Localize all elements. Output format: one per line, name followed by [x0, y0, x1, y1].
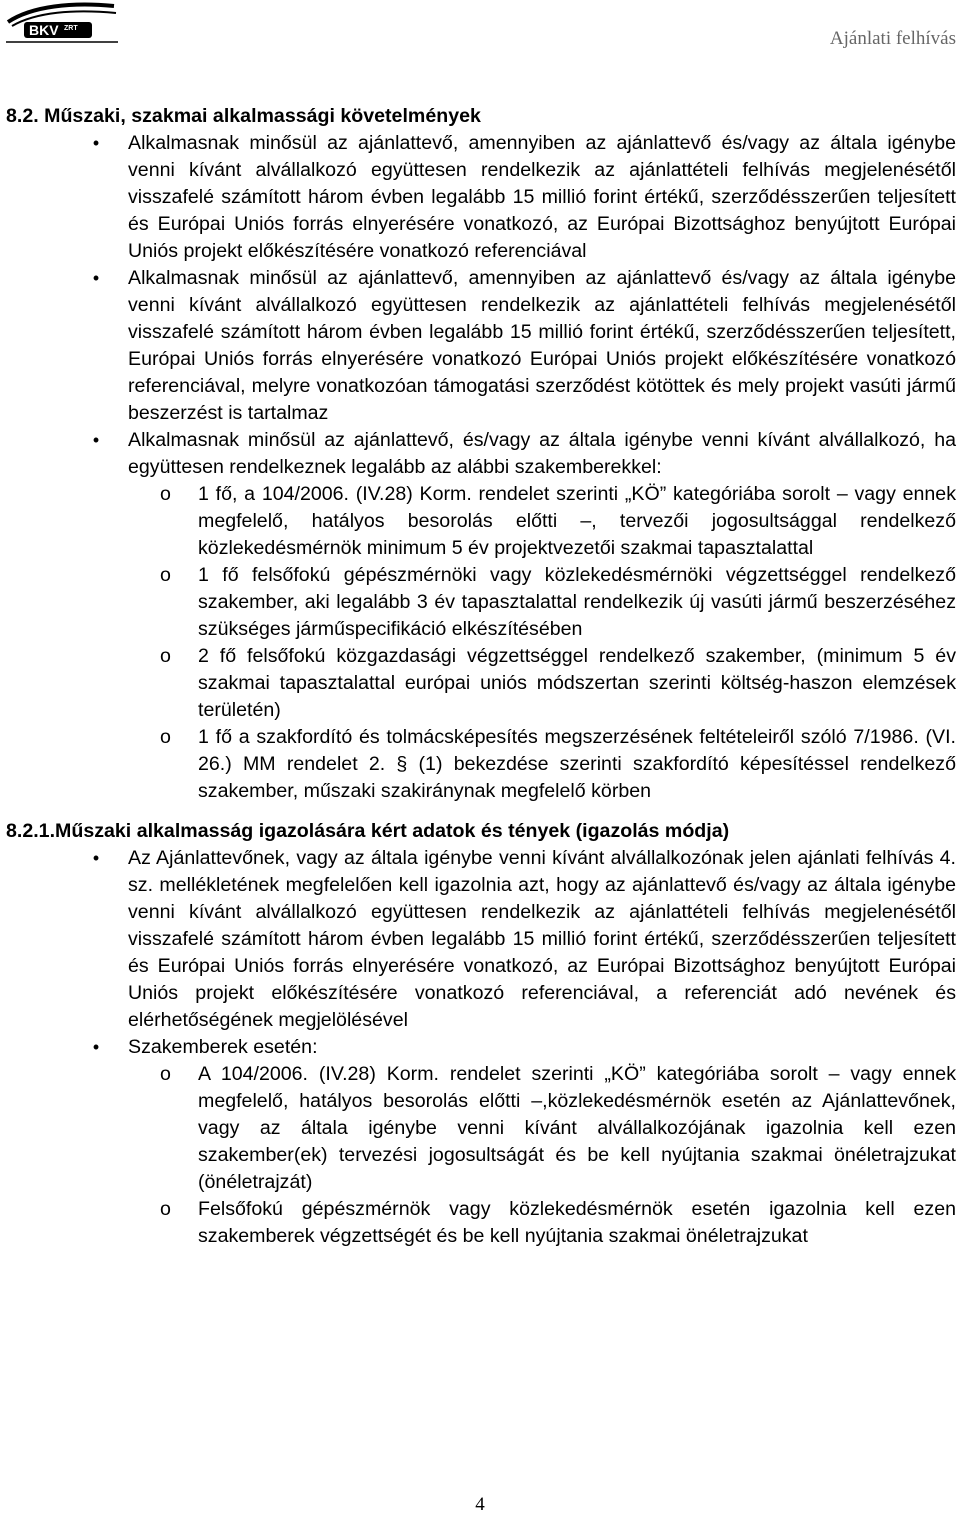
bullet-icon: • [92, 1037, 100, 1057]
list-item-text: Szakemberek esetén: [128, 1036, 318, 1058]
list-item-text: Alkalmasnak minősül az ajánlattevő, amennyiben az ajánlattevő és/vagy az általa igénybe venni kívánt alvállalkozó együttesen rendelkezik az ajánlattételi felhívás megjelenésétől visszafelé számított három évben legalább 15 millió forint értékű, szerződésszerűen teljesített és Európai Uniós forrás elnyerésére vonatkozó, az Európai Bizottsághoz benyújtott Európai Uniós projekt előkészítésére vonatkozó referenciával [128, 132, 956, 262]
sub-list-item-text: 2 fő felsőfokú közgazdasági végzettséggel rendelkező szakember, (minimum 5 év szakmai tapasztalattal európai uniós módszertan szerinti költség-haszon elemzések területén) [198, 645, 956, 721]
bullet-icon: • [92, 268, 100, 288]
section-heading-8-2-1: 8.2.1.Műszaki alkalmasság igazolására kért adatok és tények (igazolás módja) [6, 820, 730, 842]
sub-list-item-text: 1 fő, a 104/2006. (IV.28) Korm. rendelet szerinti „KÖ” kategóriába sorolt – vagy ennek megfelelő, hatályos besorolás előtti –, tervezői jogosultsággal rendelkező közlekedésmérnök minimum 5 év projektvezetői szakmai tapasztalattal [198, 483, 956, 559]
sub-list-item [0, 643, 960, 724]
sub-list-item [0, 1061, 960, 1196]
bullet-icon: • [92, 430, 100, 450]
page-number: 4 [475, 1494, 485, 1515]
document-body [0, 103, 960, 1250]
sub-list-item-text: 1 fő a szakfordító és tolmácsképesítés megszerzésének feltételeiről szóló 7/1986. (VI. 26.) MM rendelet 2. § (1) bekezdése szerinti szakfordító képesítéssel rendelkező szakember, műszaki szakiránynak megfelelő körben [198, 726, 956, 802]
sub-list-item-text: Felsőfokú gépészmérnök vagy közlekedésmérnök esetén igazolnia kell ezen szakemberek végzettségét és be kell nyújtania szakmai önéletrajzukat [198, 1198, 956, 1247]
svg-text:BKV: BKV [29, 22, 59, 38]
list-item-text: Alkalmasnak minősül az ajánlattevő, amennyiben az ajánlattevő és/vagy az általa igénybe venni kívánt alvállalkozó együttesen rendelkezik az ajánlattételi felhívás megjelenésétől visszafelé számított három évben legalább 15 millió forint értékű, szerződésszerűen teljesített, Európai Uniós forrás elnyerésére vonatkozó Európai Uniós projekt előkészítésére vonatkozó referenciával, melyre vonatkozóan támogatási szerződést kötöttek és mely projekt vasúti jármű beszerzést is tartalmaz [128, 267, 956, 424]
circle-bullet-icon: o [160, 645, 171, 667]
list-item [0, 265, 960, 427]
list-item [0, 845, 960, 1034]
list-item [0, 1034, 960, 1061]
circle-bullet-icon: o [160, 726, 171, 748]
svg-text:ZRT: ZRT [64, 25, 78, 32]
bullet-icon: • [92, 848, 100, 868]
sub-list-item [0, 1196, 960, 1250]
section-heading-8-2: 8.2. Műszaki, szakmai alkalmassági követelmények [6, 105, 481, 127]
circle-bullet-icon: o [160, 1063, 171, 1085]
list-item [0, 130, 960, 265]
sub-list-item [0, 562, 960, 643]
circle-bullet-icon: o [160, 564, 171, 586]
sub-list-item [0, 724, 960, 805]
page-header [0, 0, 960, 56]
bullet-icon: • [92, 133, 100, 153]
list-item-text: Az Ajánlattevőnek, vagy az általa igénybe venni kívánt alvállalkozónak jelen ajánlati felhívás 4. sz. mellékletének megfelelően kell igazolnia azt, hogy az ajánlattevő és/vagy az általa igénybe venni kívánt alvállalkozó együttesen rendelkezik az ajánlattételi felhívás megjelenésétől visszafelé számított három évben legalább 15 millió forint értékű, szerződésszerűen teljesített és Európai Uniós forrás elnyerésére vonatkozó, az Európai Bizottsághoz benyújtott Európai Uniós projekt előkészítésére vonatkozó referenciával, a referenciát adó nevének és elérhetőségének megjelölésével [128, 847, 956, 1031]
sub-list-item-text: 1 fő felsőfokú gépészmérnöki vagy közlekedésmérnöki végzettséggel rendelkező szakember, aki legalább 3 év tapasztalattal rendelkezik új vasúti jármű beszerzéséhez szükséges járműspecifikáció elkészítésében [198, 564, 956, 640]
list-item [0, 427, 960, 481]
list-item-text: Alkalmasnak minősül az ajánlattevő, és/vagy az általa igénybe venni kívánt alvállalkozó, ha együttesen rendelkeznek legalább az alábbi szakemberekkel: [128, 429, 956, 478]
sub-list-item-text: A 104/2006. (IV.28) Korm. rendelet szerinti „KÖ” kategóriába sorolt – vagy ennek megfelelő, hatályos besorolás előtti –,közlekedésmérnök esetén az Ajánlattevőnek, vagy az általa igénybe venni kívánt alvállalkozójának igazolnia kell ezen szakember(ek) tervezési jogosultságát és be kell nyújtania szakmai önéletrajzukat (önéletrajzát) [198, 1063, 956, 1193]
circle-bullet-icon: o [160, 483, 171, 505]
bkv-logo [2, 0, 122, 44]
circle-bullet-icon: o [160, 1198, 171, 1220]
sub-list-item [0, 481, 960, 562]
header-title: Ajánlati felhívás [829, 28, 956, 49]
